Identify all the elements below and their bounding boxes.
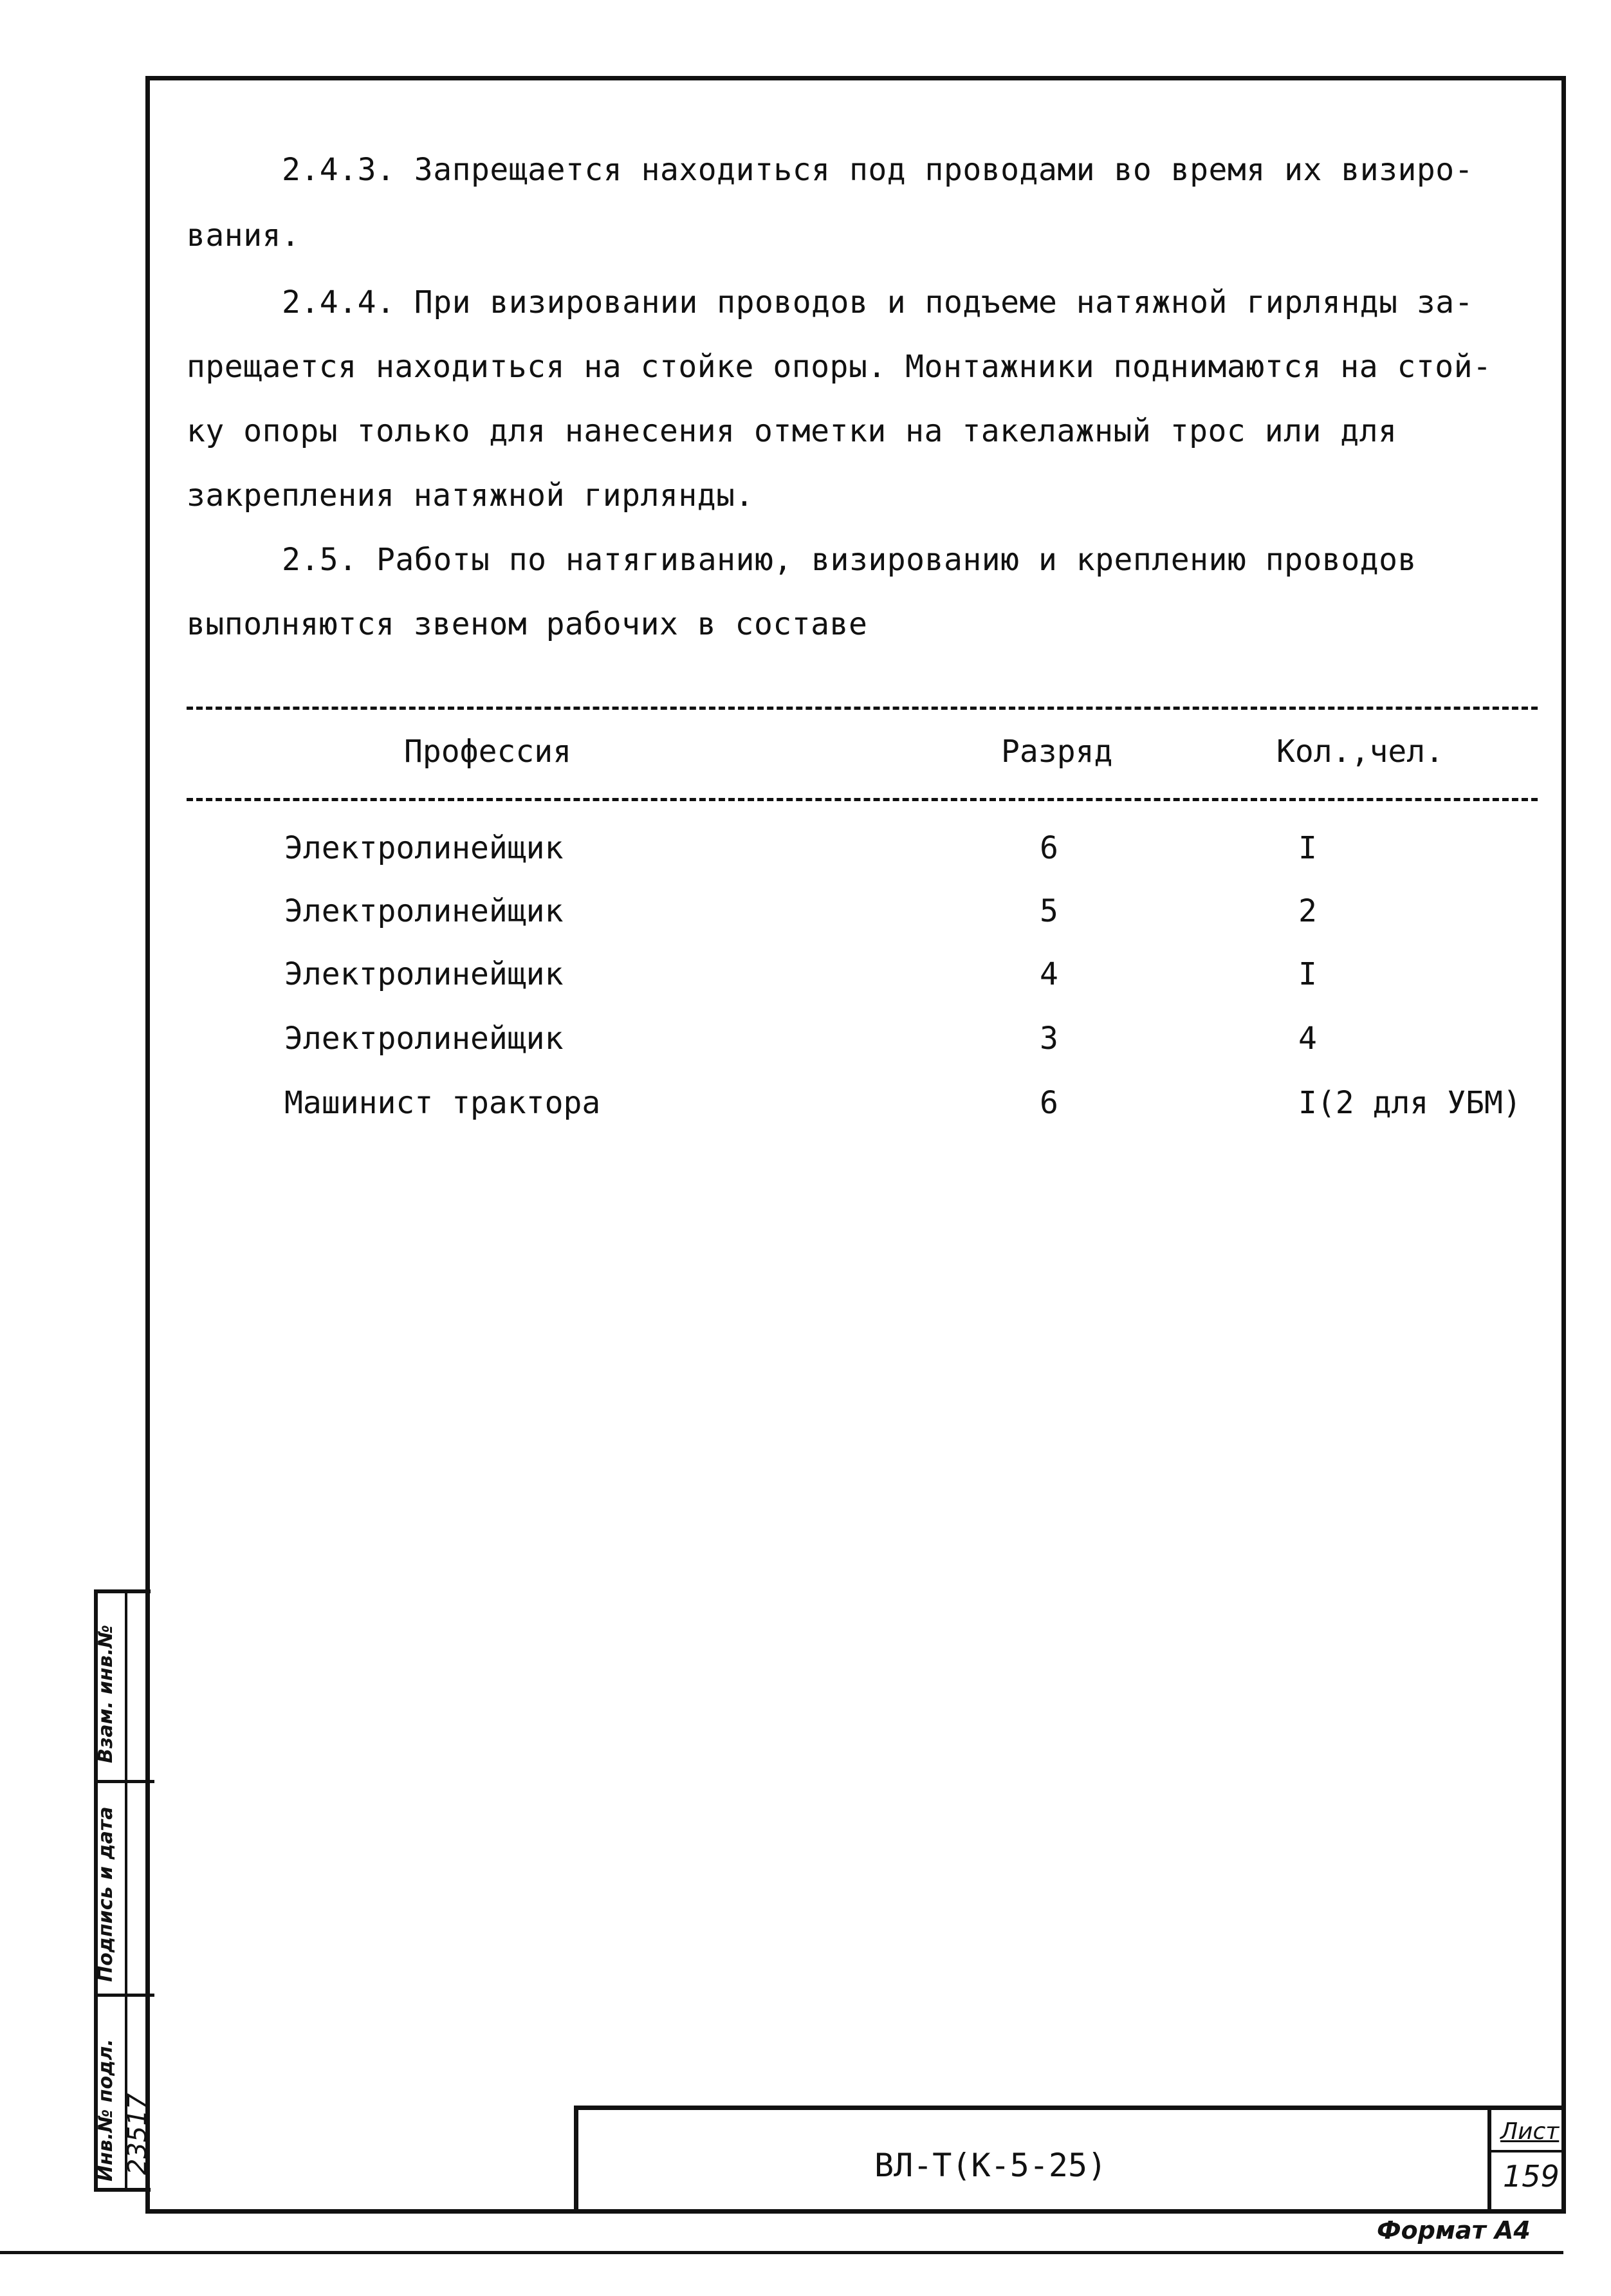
para-25-line-2: выполняются звеном рабочих в составе <box>187 606 868 642</box>
table-row-2-grade: 5 <box>1040 893 1058 929</box>
stamp-separator <box>98 1994 154 1997</box>
para-244-line-2: прещается находиться на стойке опоры. Монтажники поднимаются на стой- <box>187 349 1492 385</box>
para-244-line-4: закрепления натяжной гирлянды. <box>187 477 754 514</box>
sheet-cell <box>1487 2110 1566 2214</box>
table-row-5-grade: 6 <box>1040 1085 1058 1121</box>
table-row-1-profession: Электролинейщик <box>284 830 564 866</box>
table-row-2-profession: Электролинейщик <box>284 893 564 929</box>
table-row-4-count: 4 <box>1298 1021 1317 1057</box>
table-header-count: Кол.,чел. <box>1276 734 1444 770</box>
table-row-3-grade: 4 <box>1040 956 1058 992</box>
table-row-5-count: I(2 для УБМ) <box>1298 1085 1522 1121</box>
stamp-inv-number: 23517 <box>123 2093 152 2175</box>
table-row-2-count: 2 <box>1298 893 1317 929</box>
document-code: ВЛ-Т(К-5-25) <box>874 2147 1107 2184</box>
format-label: Формат А4 <box>1377 2216 1531 2245</box>
sheet-separator <box>1491 2150 1566 2152</box>
para-243-line-1: 2.4.3. Запрещается находиться под проводами во время их визиро- <box>282 152 1474 188</box>
table-header-rule <box>187 798 1538 801</box>
table-row-5-profession: Машинист трактора <box>284 1085 601 1121</box>
para-244-line-3: ку опоры только для нанесения отметки на такелажный трос или для <box>187 413 1397 449</box>
table-row-1-count: I <box>1298 830 1317 866</box>
table-row-1-grade: 6 <box>1040 830 1058 866</box>
page-bottom-rule <box>0 2251 1563 2254</box>
table-row-3-profession: Электролинейщик <box>284 956 564 992</box>
table-header-profession: Профессия <box>404 734 572 770</box>
stamp-replace-label: Взам. инв.№ <box>95 1624 117 1763</box>
para-244-line-1: 2.4.4. При визировании проводов и подъеме натяжной гирлянды за- <box>282 284 1474 320</box>
para-243-line-2: вания. <box>187 218 300 254</box>
drawing-frame <box>145 76 1566 2214</box>
table-row-4-grade: 3 <box>1040 1021 1058 1057</box>
table-row-4-profession: Электролинейщик <box>284 1021 564 1057</box>
table-header-grade: Разряд <box>1001 734 1113 770</box>
stamp-inv-label: Инв.№ подл. <box>95 2039 117 2181</box>
sheet-label: Лист <box>1500 2118 1560 2145</box>
stamp-separator <box>98 1780 154 1783</box>
sheet-number: 159 <box>1503 2159 1560 2194</box>
table-row-3-count: I <box>1298 956 1317 992</box>
para-25-line-1: 2.5. Работы по натягиванию, визированию и креплению проводов <box>282 542 1417 578</box>
table-top-rule <box>187 707 1538 710</box>
stamp-sign-label: Подпись и дата <box>95 1806 117 1982</box>
title-block <box>574 2106 1566 2214</box>
